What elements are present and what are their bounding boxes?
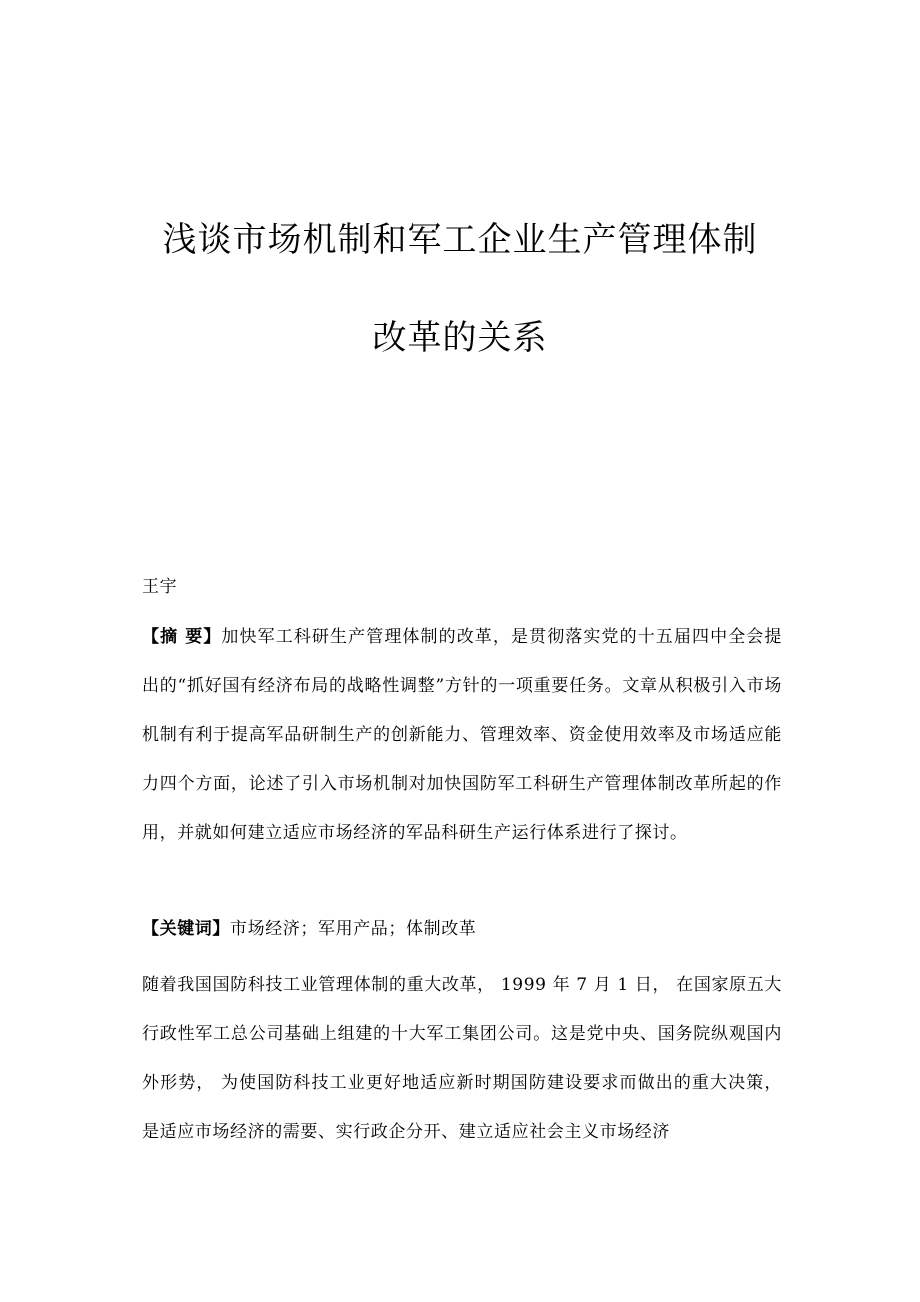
keywords-section [142, 905, 782, 954]
document-title-line-2: 改革的关系 [372, 318, 548, 358]
abstract-text: 加快军工科研生产管理体制的改革，是贯彻落实党的十五届四中全会提出的“抓好国有经济布局的战略性调整”方针的一项重要任务。文章从积极引入市场机制有利于提高军品研制生产的创新能力、管理效率、资金使用效率及市场适应能力四个方面，论述了引入市场机制对加快国防军工科研生产管理体制改革所起的作用，并就如何建立适应市场经济的军品科研生产运行体系进行了探讨。 [142, 627, 782, 843]
author-name: 王宇 [142, 577, 178, 597]
intro-paragraph [142, 961, 782, 1157]
keywords-label: 【关键词】 [142, 919, 230, 939]
keywords-text: 市场经济；军用产品；体制改革 [230, 919, 477, 939]
intro-text: 随着我国国防科技工业管理体制的重大改革， 1999 年 7 月 1 日， 在国家原五大行政性军工总公司基础上组建的十大军工集团公司。这是党中央、国务院纵观国内外形势， 为使国防科技工业更好地适应新时期国防建设要求而做出的重大决策， 是适应市场经济的需要、实行政企分开、建立适应社会主义市场经济 [142, 975, 782, 1142]
abstract-label: 【摘 要】 [142, 627, 222, 647]
document-title-line-1: 浅谈市场机制和军工企业生产管理体制 [162, 220, 758, 260]
abstract-section [142, 613, 782, 858]
